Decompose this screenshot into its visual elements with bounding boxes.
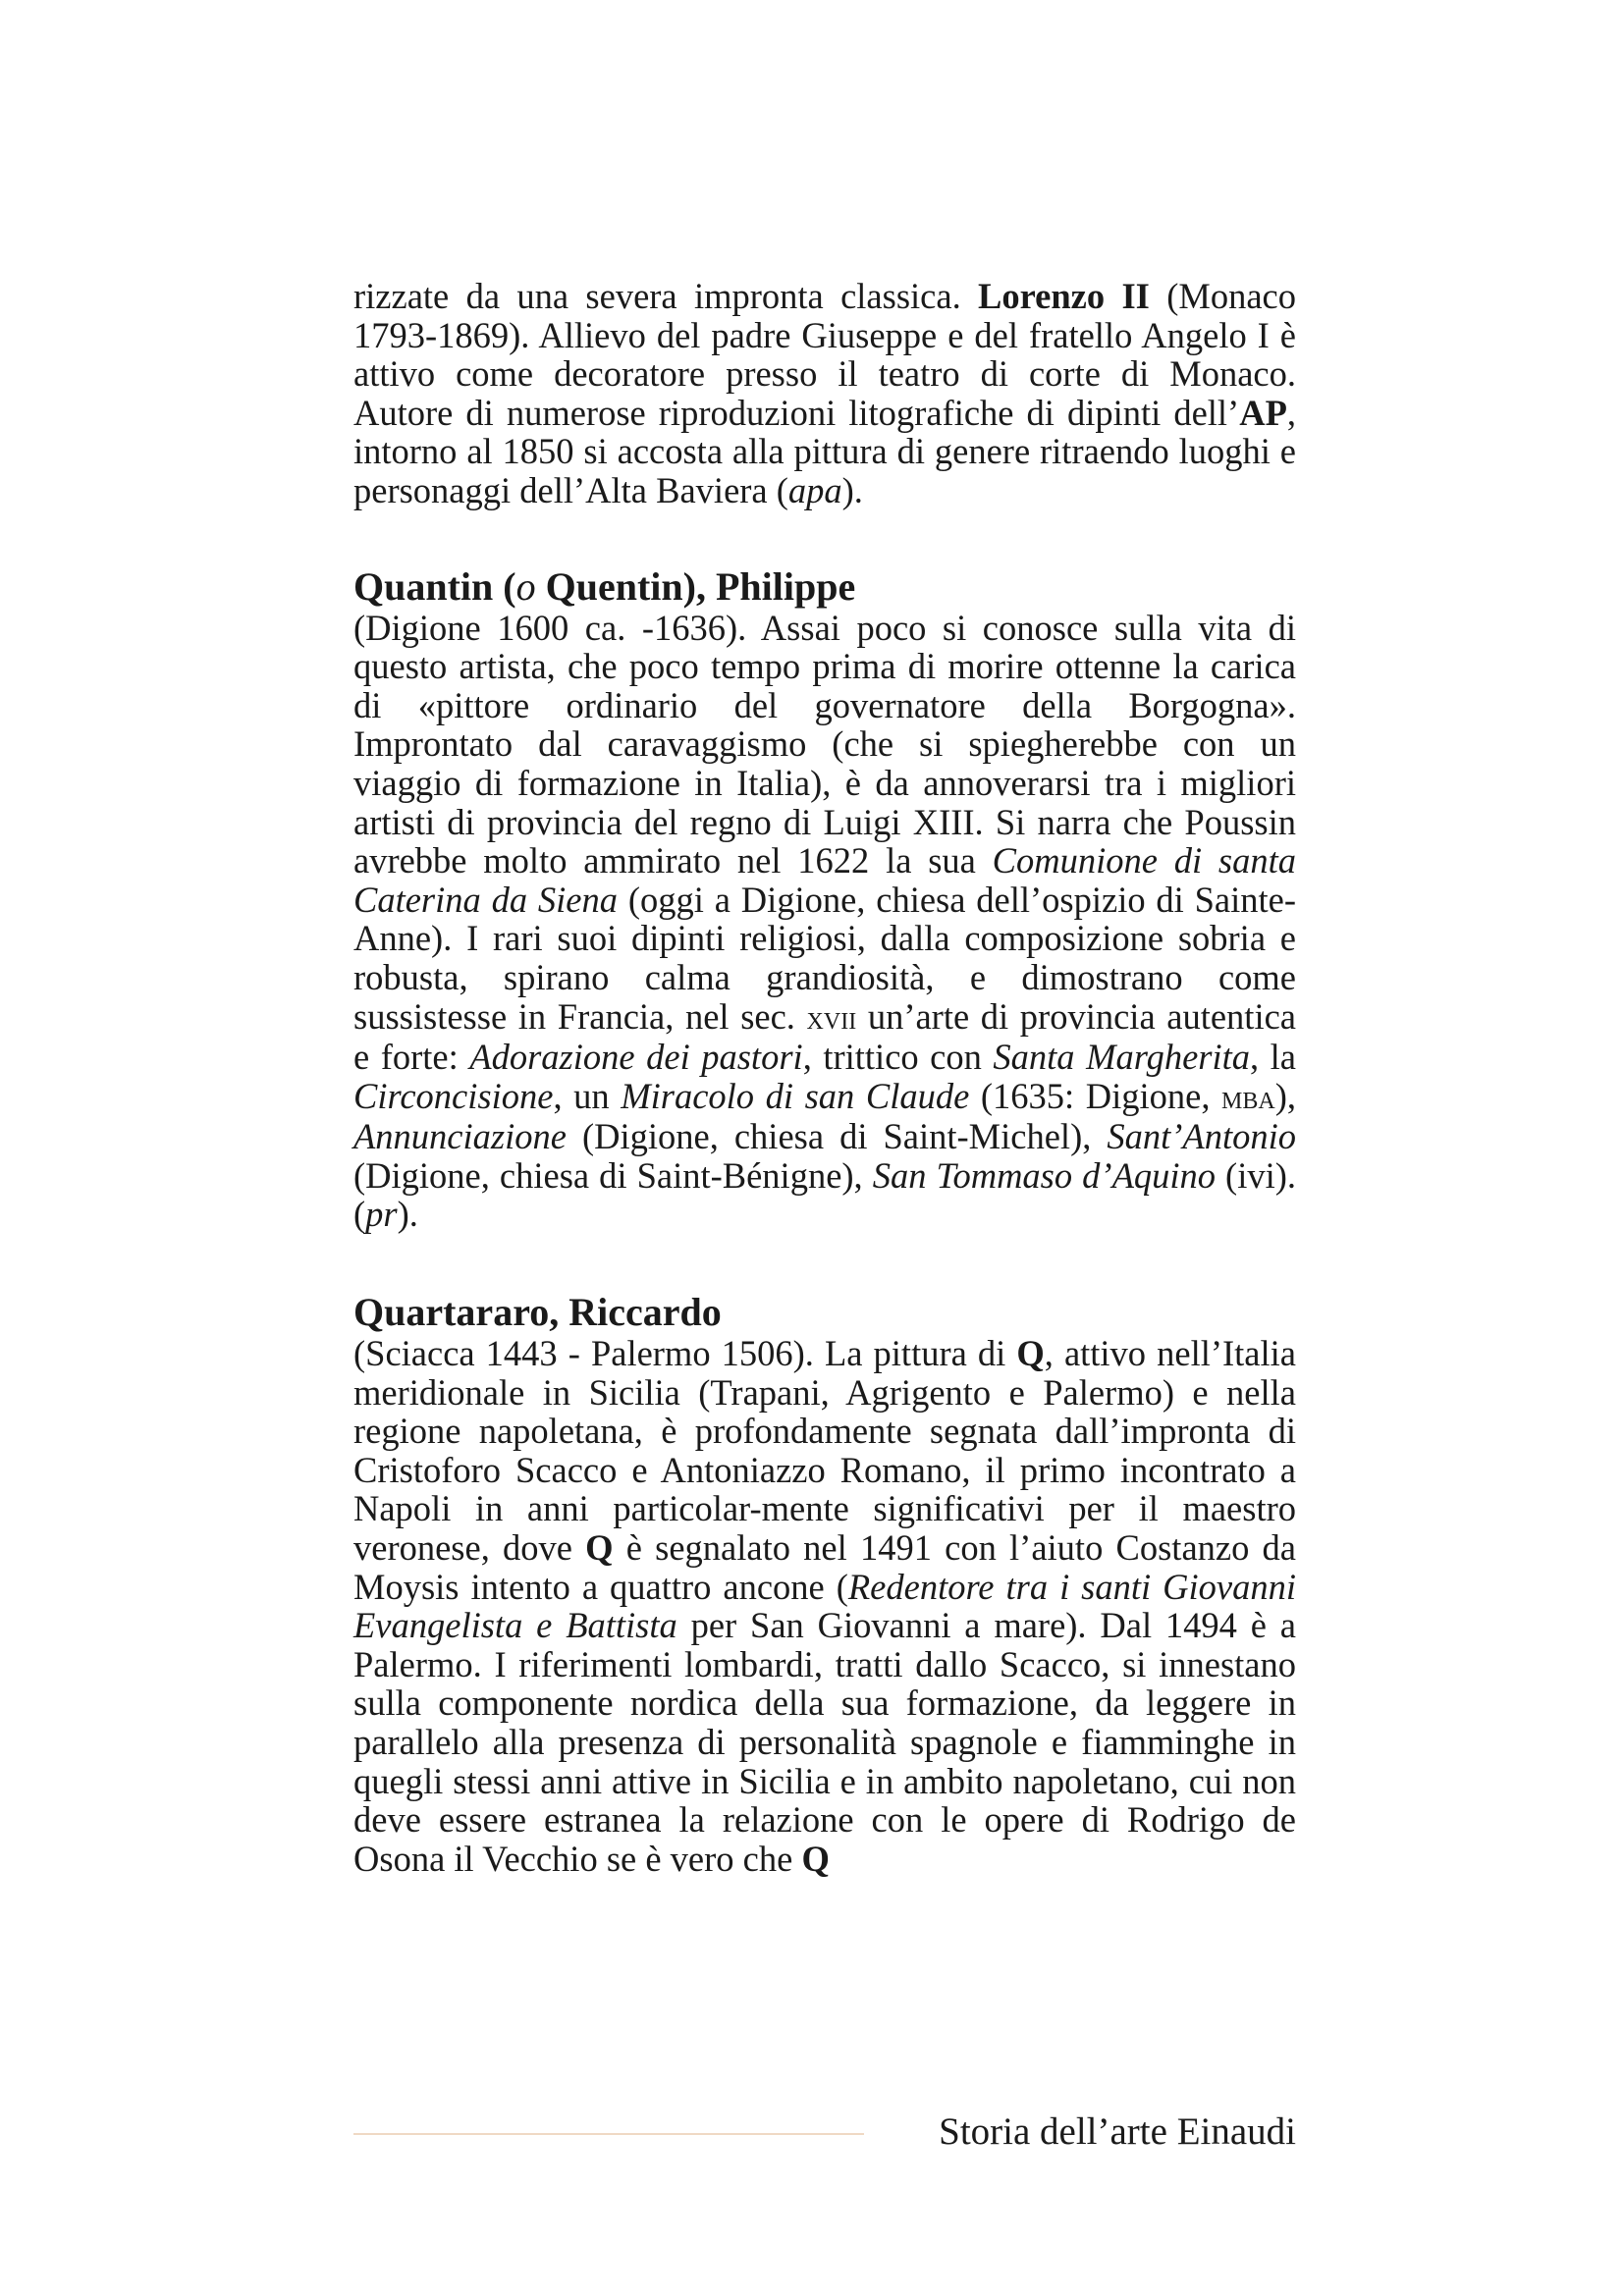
entry-1-text-segment: San Tommaso d’Aquino xyxy=(872,1154,1217,1196)
entry-1-text-segment: Adorazione dei pastori xyxy=(469,1037,803,1078)
entry-0-body xyxy=(353,277,1296,510)
entry-2-text-segment: per San Giovanni a mare). Dal 1494 è a Palermo. I riferimenti lombardi, tratti dallo Scacco, si innestano sulla componente nordica della sua formazione, da leggere in parallelo alla presenza di personalità spagnole e fiamminghe in quegli stessi anni attive in Sicilia e in ambito napoletano, cui non deve essere estranea la relazione con le opere di Rodrigo de Osona il Vecchio se è vero che xyxy=(353,1605,1296,1879)
text-column xyxy=(353,277,1296,1878)
entry-1-text-segment: Sant’Antonio xyxy=(1107,1116,1296,1157)
entry-1-text-segment: , la xyxy=(1250,1037,1297,1078)
entry-1-text-segment: ), xyxy=(1274,1075,1297,1116)
entry-1-body xyxy=(353,609,1296,1235)
entry-1-text-segment: (Digione 1600 ca. -1636). Assai poco si conosce sulla vita di questo artista, che poco tempo prima di morire ottenne la carica di «pittore ordinario del governatore della Borgogna». Improntato dal caravaggismo (che si spiegherebbe con un viaggio di formazione in Italia), è da annoverarsi tra i migliori artisti di provincia del regno di Luigi XIII. Si narra che Poussin avrebbe molto ammirato nel 1622 la sua xyxy=(353,607,1296,881)
entry-2-text-segment: Q xyxy=(585,1527,614,1569)
entry-1-text-segment: mba xyxy=(1221,1078,1275,1116)
entry-1-heading-segment: Quantin ( xyxy=(353,563,516,609)
entry-2-text-segment: Q xyxy=(1016,1333,1045,1374)
entry-1-heading-segment: o xyxy=(515,563,536,609)
entry-2-heading-segment: Quartararo, Riccardo xyxy=(353,1290,722,1335)
entry-1-text-segment: (Digione, chiesa di Saint-Michel), xyxy=(566,1116,1108,1157)
entry-2-text-segment: , attivo nell’Italia meridionale in Sicilia (Trapani, Agrigento e Palermo) e nella regione napoletana, è profondamente segnata dall’impronta di Cristoforo Scacco e Antoniazzo Romano, il primo incontrato a Napoli in anni particolar-mente significativi per il maestro veronese, dove xyxy=(353,1333,1296,1569)
entry-0-text-segment: Lorenzo II xyxy=(978,276,1150,316)
entry-2-heading xyxy=(353,1291,1296,1334)
entry-2-text-segment: è segnalato nel 1491 con l’aiuto Costanzo da Moysis intento a quattro ancone ( xyxy=(353,1527,1296,1607)
entry-1-text-segment: Miracolo di san Claude xyxy=(621,1075,970,1116)
footer-rule xyxy=(353,2133,864,2135)
entry-1-text-segment: (1635: Digione, xyxy=(969,1075,1222,1116)
entry-1-text-segment: un’arte di provincia autentica e forte: xyxy=(353,995,1296,1078)
entry-2-text-segment: (Sciacca 1443 - Palermo 1506). La pittura di xyxy=(353,1333,1017,1374)
entry-2-text-segment: Q xyxy=(801,1838,830,1879)
entry-1-text-segment: ). xyxy=(397,1194,418,1235)
spacer xyxy=(353,1234,1296,1291)
entry-0-text-segment: ). xyxy=(841,469,863,510)
spacer xyxy=(353,510,1296,565)
entry-1-heading xyxy=(353,565,1296,609)
entry-0-text-segment: apa xyxy=(787,469,842,510)
entry-1-text-segment: Annunciazione xyxy=(353,1116,567,1157)
entry-0-text-segment: (Monaco 1793-1869). Allievo del padre Giuseppe e del fratello Angelo I è attivo come decoratore presso il teatro di corte di Monaco. Autore di numerose riproduzioni litografiche di dipinti dell’ xyxy=(353,276,1296,433)
entry-2-body xyxy=(353,1334,1296,1878)
entry-1-text-segment: (Digione, chiesa di Saint-Bénigne), xyxy=(353,1154,873,1196)
entry-1-text-segment: (oggi a Digione, chiesa dell’ospizio di Sainte-Anne). I rari suoi dipinti religiosi, dalla composizione sobria e robusta, spirano calma grandiosità, e dimostrano come sussistesse in Francia, nel sec. xyxy=(353,879,1296,1037)
entry-1-text-segment: (ivi). ( xyxy=(353,1154,1297,1235)
entry-1-text-segment: , trittico con xyxy=(802,1037,994,1078)
footer-title: Storia dell’arte Einaudi xyxy=(939,2110,1296,2153)
entry-0-text-segment: , intorno al 1850 si accosta alla pittura di genere ritraendo luoghi e personaggi dell’Alta Baviera ( xyxy=(353,392,1296,510)
entry-1-text-segment: Santa Margherita xyxy=(993,1037,1251,1078)
entry-0-text-segment: AP xyxy=(1239,392,1287,433)
entry-1-text-segment: Circoncisione xyxy=(353,1075,554,1116)
entry-2-text-segment: Redentore tra i santi Giovanni Evangelista e Battista xyxy=(353,1566,1296,1646)
entry-1-text-segment: , un xyxy=(553,1075,622,1116)
entry-1-text-segment: Comunione di santa Caterina da Siena xyxy=(353,840,1296,920)
entry-0-text-segment: rizzate da una severa impronta classica. xyxy=(353,276,979,316)
entry-1-heading-segment: Quentin), Philippe xyxy=(535,563,856,609)
entry-1-text-segment: pr xyxy=(365,1194,398,1235)
entry-1-text-segment: xvii xyxy=(806,998,857,1037)
